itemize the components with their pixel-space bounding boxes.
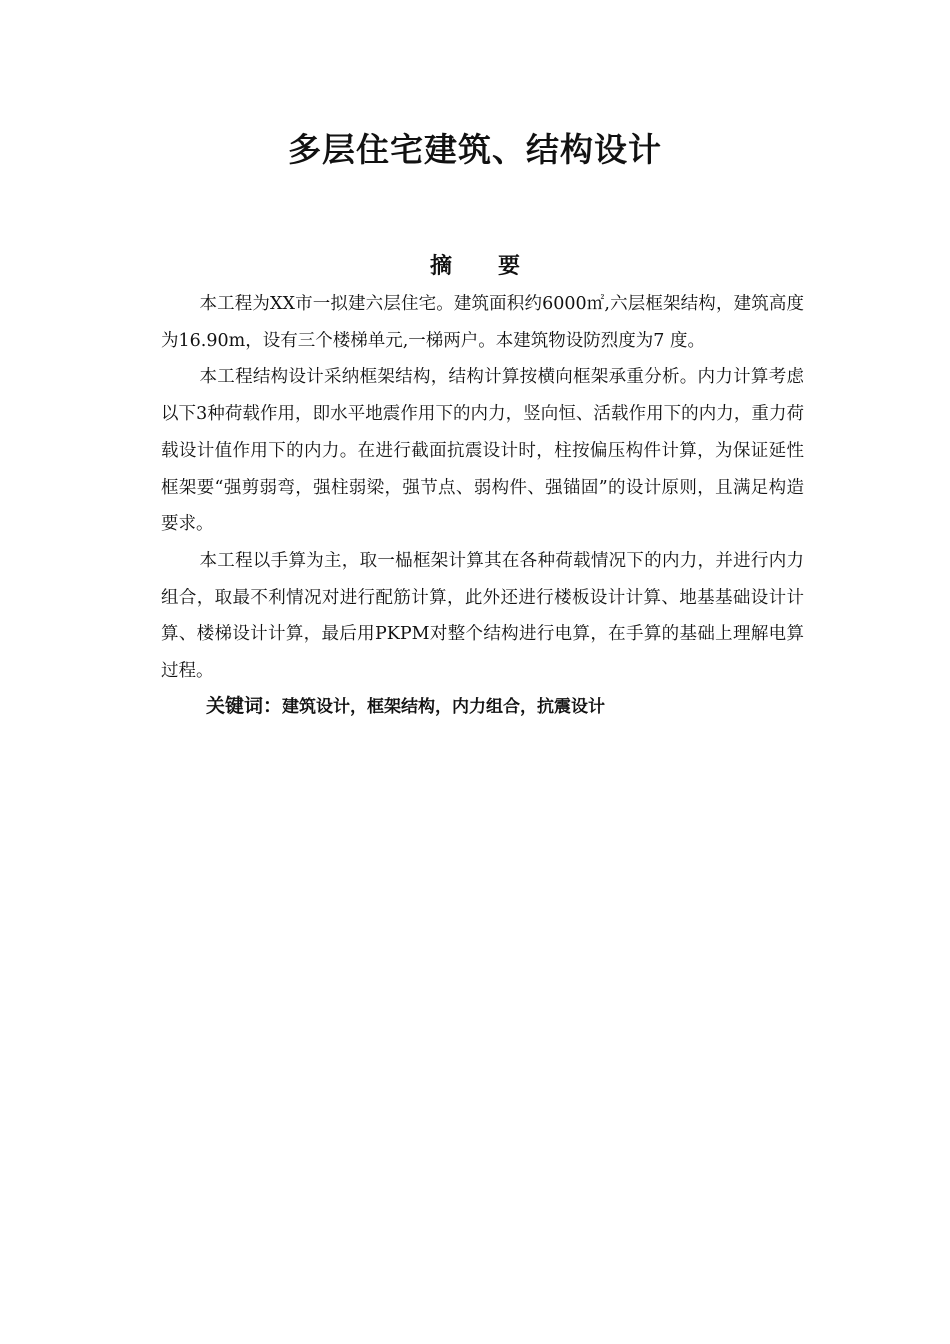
- abstract-heading-part1: 摘: [429, 254, 452, 279]
- abstract-paragraph-3: 本工程以手算为主，取一榀框架计算其在各种荷载情况下的内力，并进行内力组合，取最不利情况对进行配筋计算，此外还进行楼板设计计算、地基基础设计计算、楼梯设计计算，最后用PKPM对整个结构进行电算，在手算的基础上理解电算过程。: [161, 550, 804, 682]
- abstract-paragraph-2: 本工程结构设计采纳框架结构，结构计算按横向框架承重分析。内力计算考虑以下3种荷载作用，即水平地震作用下的内力，竖向恒、活载作用下的内力，重力荷载设计值作用下的内力。在进行截面抗震设计时，柱按偏压构件计算，为保证延性框架要“强剪弱弯，强柱弱梁，强节点、弱构件、强锚固”的设计原则，且满足构造要求。: [161, 367, 804, 535]
- abstract-paragraph-1: 本工程为XX市一拟建六层住宅。建筑面积约6000㎡,六层框架结构，建筑高度为16.90m，设有三个楼梯单元,一梯两户。本建筑物设防烈度为7 度。: [161, 294, 804, 351]
- keywords-line: [206, 690, 605, 723]
- abstract-heading-part2: 要: [498, 254, 521, 279]
- keywords-values: 建筑设计，框架结构，内力组合，抗震设计: [282, 697, 606, 717]
- page-title: 多层住宅建筑、结构设计: [288, 130, 662, 169]
- abstract-body: [161, 286, 804, 690]
- abstract-heading: [0, 252, 950, 282]
- keywords-label: 关键词：: [206, 695, 283, 717]
